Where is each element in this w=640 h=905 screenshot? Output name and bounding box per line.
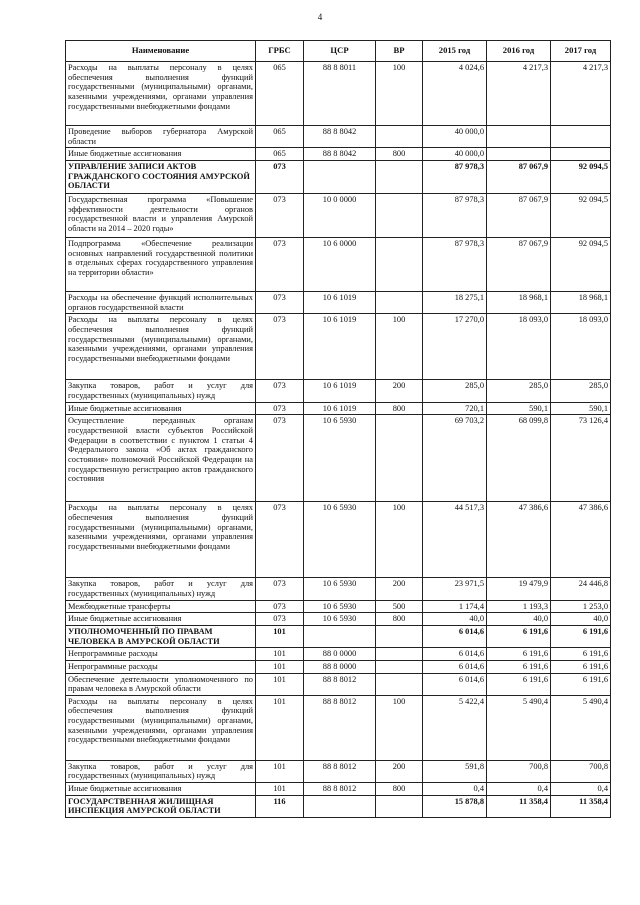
row-vr: 500 xyxy=(376,600,423,613)
row-grbs: 101 xyxy=(256,783,304,796)
row-csr: 88 8 8042 xyxy=(304,148,376,161)
table-row xyxy=(66,600,611,613)
row-2017: 6 191,6 xyxy=(551,625,611,647)
row-grbs: 073 xyxy=(256,502,304,578)
row-vr xyxy=(376,126,423,148)
row-vr: 100 xyxy=(376,62,423,126)
row-name: Закупка товаров, работ и услуг для государственных (муниципальных) нужд xyxy=(66,760,256,782)
row-name: Осуществление переданных органам государственной власти субъектов Российской Федерации в соответствии с пунктом 1 статьи 4 Федерального закона «Об актах гражданского состояния» полномочий Российской Федерации на государственную регистрацию актов гражданского состояния xyxy=(66,415,256,502)
table-row xyxy=(66,502,611,578)
row-vr xyxy=(376,415,423,502)
row-grbs: 065 xyxy=(256,62,304,126)
row-name: Иные бюджетные ассигнования xyxy=(66,783,256,796)
row-csr: 10 6 5930 xyxy=(304,613,376,626)
row-csr: 10 6 1019 xyxy=(304,314,376,380)
row-vr: 800 xyxy=(376,148,423,161)
row-2015: 87 978,3 xyxy=(423,193,487,237)
header-vr: ВР xyxy=(376,41,423,62)
row-csr: 88 8 8012 xyxy=(304,760,376,782)
row-grbs: 073 xyxy=(256,193,304,237)
header-name: Наименование xyxy=(66,41,256,62)
budget-table xyxy=(65,40,611,818)
row-csr: 10 0 0000 xyxy=(304,193,376,237)
row-name: Непрограммные расходы xyxy=(66,648,256,661)
row-2015: 44 517,3 xyxy=(423,502,487,578)
row-grbs: 101 xyxy=(256,695,304,760)
row-name: Расходы на выплаты персоналу в целях обеспечения выполнения функций государственными (муниципальными) органами, казенными учреждениями, органами управления государственными внебюджетными фондами xyxy=(66,314,256,380)
row-2016: 6 191,6 xyxy=(487,625,551,647)
row-name: Межбюджетные трансферты xyxy=(66,600,256,613)
row-2017: 5 490,4 xyxy=(551,695,611,760)
table-row xyxy=(66,291,611,313)
header-2017: 2017 год xyxy=(551,41,611,62)
row-2016: 68 099,8 xyxy=(487,415,551,502)
row-name: Государственная программа «Повышение эффективности деятельности органов государственной власти и управления Амурской области на 2014 – 2020 годы» xyxy=(66,193,256,237)
table-row xyxy=(66,648,611,661)
page-number: 4 xyxy=(317,12,323,22)
row-2016: 6 191,6 xyxy=(487,648,551,661)
row-2015: 6 014,6 xyxy=(423,673,487,695)
table-row xyxy=(66,314,611,380)
row-2015: 0,4 xyxy=(423,783,487,796)
row-2015: 285,0 xyxy=(423,380,487,402)
row-2016: 4 217,3 xyxy=(487,62,551,126)
row-2015: 18 275,1 xyxy=(423,291,487,313)
row-vr: 100 xyxy=(376,695,423,760)
table-row xyxy=(66,783,611,796)
row-grbs: 101 xyxy=(256,648,304,661)
row-name: Иные бюджетные ассигнования xyxy=(66,148,256,161)
row-name: ГОСУДАРСТВЕННАЯ ЖИЛИЩНАЯ ИНСПЕКЦИЯ АМУРСКОЙ ОБЛАСТИ xyxy=(66,795,256,817)
row-2016: 0,4 xyxy=(487,783,551,796)
table-row xyxy=(66,160,611,193)
row-2017: 6 191,6 xyxy=(551,660,611,673)
row-vr xyxy=(376,660,423,673)
row-grbs: 073 xyxy=(256,415,304,502)
row-grbs: 073 xyxy=(256,314,304,380)
row-vr: 100 xyxy=(376,502,423,578)
row-csr xyxy=(304,625,376,647)
row-csr xyxy=(304,160,376,193)
row-2016: 5 490,4 xyxy=(487,695,551,760)
row-name: Иные бюджетные ассигнования xyxy=(66,613,256,626)
row-2017: 11 358,4 xyxy=(551,795,611,817)
row-2017 xyxy=(551,148,611,161)
row-vr: 100 xyxy=(376,314,423,380)
header-2016: 2016 год xyxy=(487,41,551,62)
row-2015: 87 978,3 xyxy=(423,160,487,193)
row-vr xyxy=(376,291,423,313)
row-grbs: 073 xyxy=(256,237,304,291)
row-2017: 40,0 xyxy=(551,613,611,626)
row-name: Непрограммные расходы xyxy=(66,660,256,673)
row-vr xyxy=(376,673,423,695)
row-2015: 5 422,4 xyxy=(423,695,487,760)
row-2016: 285,0 xyxy=(487,380,551,402)
row-2016 xyxy=(487,126,551,148)
row-2016: 18 093,0 xyxy=(487,314,551,380)
row-name: УПРАВЛЕНИЕ ЗАПИСИ АКТОВ ГРАЖДАНСКОГО СОСТОЯНИЯ АМУРСКОЙ ОБЛАСТИ xyxy=(66,160,256,193)
row-vr: 800 xyxy=(376,402,423,415)
row-vr: 800 xyxy=(376,783,423,796)
row-name: Расходы на выплаты персоналу в целях обеспечения выполнения функций государственными (муниципальными) органами, казенными учреждениями, органами управления государственными внебюджетными фондами xyxy=(66,62,256,126)
table-row xyxy=(66,695,611,760)
row-csr xyxy=(304,795,376,817)
row-grbs: 073 xyxy=(256,600,304,613)
table-row xyxy=(66,613,611,626)
row-2016: 40,0 xyxy=(487,613,551,626)
table-row xyxy=(66,126,611,148)
row-2015: 69 703,2 xyxy=(423,415,487,502)
row-name: Закупка товаров, работ и услуг для государственных (муниципальных) нужд xyxy=(66,578,256,600)
row-2016: 6 191,6 xyxy=(487,660,551,673)
row-2015: 17 270,0 xyxy=(423,314,487,380)
row-name: Расходы на выплаты персоналу в целях обеспечения выполнения функций государственными (муниципальными) органами, казенными учреждениями, органами управления государственными внебюджетными фондами xyxy=(66,695,256,760)
row-grbs: 065 xyxy=(256,148,304,161)
row-name: Обеспечение деятельности уполномоченного по правам человека в Амурской области xyxy=(66,673,256,695)
row-vr xyxy=(376,193,423,237)
row-grbs: 073 xyxy=(256,291,304,313)
row-csr: 10 6 1019 xyxy=(304,291,376,313)
table-row xyxy=(66,578,611,600)
row-2016: 18 968,1 xyxy=(487,291,551,313)
row-csr: 88 8 8012 xyxy=(304,695,376,760)
row-csr: 10 6 0000 xyxy=(304,237,376,291)
row-name: Иные бюджетные ассигнования xyxy=(66,402,256,415)
row-2017: 6 191,6 xyxy=(551,673,611,695)
row-2015: 15 878,8 xyxy=(423,795,487,817)
row-name: Подпрограмма «Обеспечение реализации основных направлений государственной политики в отдельных сферах государственного управления на территории области» xyxy=(66,237,256,291)
row-2017: 590,1 xyxy=(551,402,611,415)
row-2015: 87 978,3 xyxy=(423,237,487,291)
row-vr: 200 xyxy=(376,380,423,402)
row-name: Расходы на выплаты персоналу в целях обеспечения выполнения функций государственными (муниципальными) органами, казенными учреждениями, органами управления государственными внебюджетными фондами xyxy=(66,502,256,578)
row-csr: 88 8 0000 xyxy=(304,660,376,673)
row-2016: 590,1 xyxy=(487,402,551,415)
table-row xyxy=(66,795,611,817)
row-2015: 591,8 xyxy=(423,760,487,782)
row-name: Закупка товаров, работ и услуг для государственных (муниципальных) нужд xyxy=(66,380,256,402)
row-2016 xyxy=(487,148,551,161)
row-2016: 47 386,6 xyxy=(487,502,551,578)
row-grbs: 073 xyxy=(256,578,304,600)
row-2015: 23 971,5 xyxy=(423,578,487,600)
row-csr: 88 8 8011 xyxy=(304,62,376,126)
table-row xyxy=(66,415,611,502)
row-2016: 1 193,3 xyxy=(487,600,551,613)
row-2017: 92 094,5 xyxy=(551,160,611,193)
row-2015: 1 174,4 xyxy=(423,600,487,613)
row-csr: 10 6 1019 xyxy=(304,380,376,402)
row-vr: 200 xyxy=(376,578,423,600)
row-2017: 47 386,6 xyxy=(551,502,611,578)
row-2017 xyxy=(551,126,611,148)
row-2015: 40 000,0 xyxy=(423,126,487,148)
row-2017: 24 446,8 xyxy=(551,578,611,600)
row-2017: 92 094,5 xyxy=(551,193,611,237)
row-csr: 88 8 8012 xyxy=(304,673,376,695)
row-csr: 10 6 5930 xyxy=(304,600,376,613)
row-2016: 87 067,9 xyxy=(487,160,551,193)
row-grbs: 073 xyxy=(256,380,304,402)
table-row xyxy=(66,62,611,126)
row-grbs: 073 xyxy=(256,160,304,193)
row-csr: 88 8 8042 xyxy=(304,126,376,148)
header-grbs: ГРБС xyxy=(256,41,304,62)
row-vr: 200 xyxy=(376,760,423,782)
row-2015: 40,0 xyxy=(423,613,487,626)
header-2015: 2015 год xyxy=(423,41,487,62)
row-2016: 87 067,9 xyxy=(487,193,551,237)
row-vr: 800 xyxy=(376,613,423,626)
row-2017: 1 253,0 xyxy=(551,600,611,613)
row-2017: 700,8 xyxy=(551,760,611,782)
row-grbs: 073 xyxy=(256,613,304,626)
header-csr: ЦСР xyxy=(304,41,376,62)
row-grbs: 101 xyxy=(256,625,304,647)
table-row xyxy=(66,673,611,695)
row-vr xyxy=(376,237,423,291)
row-name: УПОЛНОМОЧЕННЫЙ ПО ПРАВАМ ЧЕЛОВЕКА В АМУРСКОЙ ОБЛАСТИ xyxy=(66,625,256,647)
row-vr xyxy=(376,160,423,193)
row-grbs: 101 xyxy=(256,660,304,673)
table-row xyxy=(66,660,611,673)
row-2016: 6 191,6 xyxy=(487,673,551,695)
row-2015: 4 024,6 xyxy=(423,62,487,126)
row-2017: 18 093,0 xyxy=(551,314,611,380)
row-grbs: 101 xyxy=(256,760,304,782)
row-name: Расходы на обеспечение функций исполнительных органов государственной власти xyxy=(66,291,256,313)
table-row xyxy=(66,193,611,237)
row-csr: 10 6 5930 xyxy=(304,502,376,578)
row-grbs: 073 xyxy=(256,402,304,415)
table-row xyxy=(66,625,611,647)
row-vr xyxy=(376,795,423,817)
row-2017: 6 191,6 xyxy=(551,648,611,661)
row-2015: 6 014,6 xyxy=(423,648,487,661)
row-2016: 19 479,9 xyxy=(487,578,551,600)
table-row xyxy=(66,402,611,415)
table-row xyxy=(66,760,611,782)
row-vr xyxy=(376,625,423,647)
row-2015: 720,1 xyxy=(423,402,487,415)
row-2017: 18 968,1 xyxy=(551,291,611,313)
row-csr: 10 6 1019 xyxy=(304,402,376,415)
table-header-row xyxy=(66,41,611,62)
row-2017: 73 126,4 xyxy=(551,415,611,502)
row-csr: 10 6 5930 xyxy=(304,578,376,600)
table-row xyxy=(66,148,611,161)
row-2016: 700,8 xyxy=(487,760,551,782)
row-csr: 10 6 5930 xyxy=(304,415,376,502)
row-name: Проведение выборов губернатора Амурской области xyxy=(66,126,256,148)
row-2017: 0,4 xyxy=(551,783,611,796)
table-row xyxy=(66,237,611,291)
row-2015: 40 000,0 xyxy=(423,148,487,161)
row-grbs: 116 xyxy=(256,795,304,817)
row-2017: 4 217,3 xyxy=(551,62,611,126)
table-body xyxy=(66,62,611,818)
row-2017: 92 094,5 xyxy=(551,237,611,291)
table-row xyxy=(66,380,611,402)
row-2017: 285,0 xyxy=(551,380,611,402)
row-grbs: 065 xyxy=(256,126,304,148)
row-2015: 6 014,6 xyxy=(423,660,487,673)
row-grbs: 101 xyxy=(256,673,304,695)
row-2015: 6 014,6 xyxy=(423,625,487,647)
row-2016: 87 067,9 xyxy=(487,237,551,291)
row-vr xyxy=(376,648,423,661)
row-csr: 88 8 8012 xyxy=(304,783,376,796)
row-csr: 88 0 0000 xyxy=(304,648,376,661)
row-2016: 11 358,4 xyxy=(487,795,551,817)
